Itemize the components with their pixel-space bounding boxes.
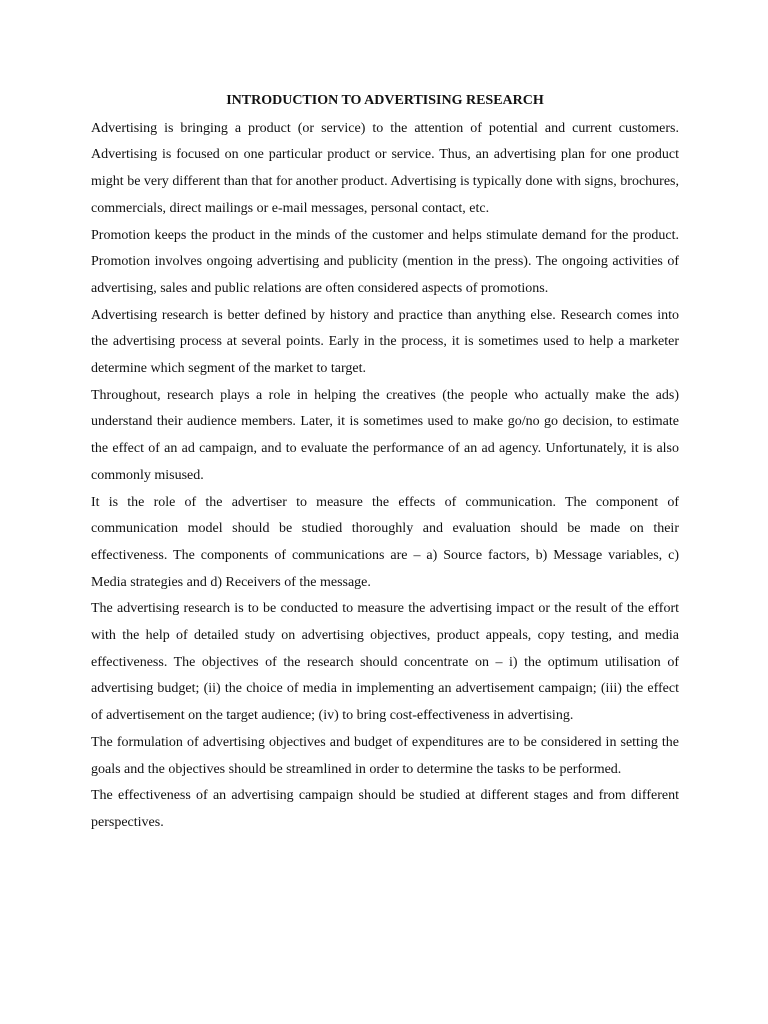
- paragraph-8: The effectiveness of an advertising campaign should be studied at different stages and from different perspectives.: [91, 788, 679, 830]
- paragraph-2: Promotion keeps the product in the minds of the customer and helps stimulate demand for the product. Promotion involves ongoing advertising and publicity (mention in the press). The ongoing activities of advertising, sales and public relations are often considered aspects of promotions.: [91, 227, 679, 296]
- document-title: INTRODUCTION TO ADVERTISING RESEARCH: [226, 93, 544, 108]
- paragraph-7: The formulation of advertising objectives and budget of expenditures are to be considered in setting the goals and the objectives should be streamlined in order to determine the tasks to be performed.: [91, 734, 679, 777]
- paragraph-3: Advertising research is better defined by history and practice than anything else. Research comes into the advertising process at several points. Early in the process, it is sometimes used to help a marketer determine which segment of the market to target.: [91, 307, 679, 377]
- paragraph-4: Throughout, research plays a role in helping the creatives (the people who actually make the ads) understand their audience members. Later, it is sometimes used to make go/no go decision, to estimate the effect of an ad campaign, and to evaluate the performance of an ad agency. Unfortunately, it is also commonly misused.: [91, 387, 679, 483]
- document-body: [91, 88, 679, 837]
- paragraph-1: Advertising is bringing a product (or service) to the attention of potential and current customers. Advertising is focused on one particular product or service. Thus, an advertising plan for one product might be very different than that for another product. Advertising is typically done with signs, brochures, commercials, direct mailings or e-mail messages, personal contact, etc.: [91, 120, 679, 216]
- paragraph-6: The advertising research is to be conducted to measure the advertising impact or the result of the effort with the help of detailed study on advertising objectives, product appeals, copy testing, and media effectiveness. The objectives of the research should concentrate on – i) the optimum utilisation of advertising budget; (ii) the choice of media in implementing an advertisement campaign; (iii) the effect of advertisement on the target audience; (iv) to bring cost-effectiveness in advertising.: [91, 601, 679, 724]
- paragraph-5: It is the role of the advertiser to measure the effects of communication. The component of communication model should be studied thoroughly and evaluation should be made on their effectiveness. The components of communications are – a) Source factors, b) Message variables, c) Media strategies and d) Receivers of the message.: [91, 494, 679, 590]
